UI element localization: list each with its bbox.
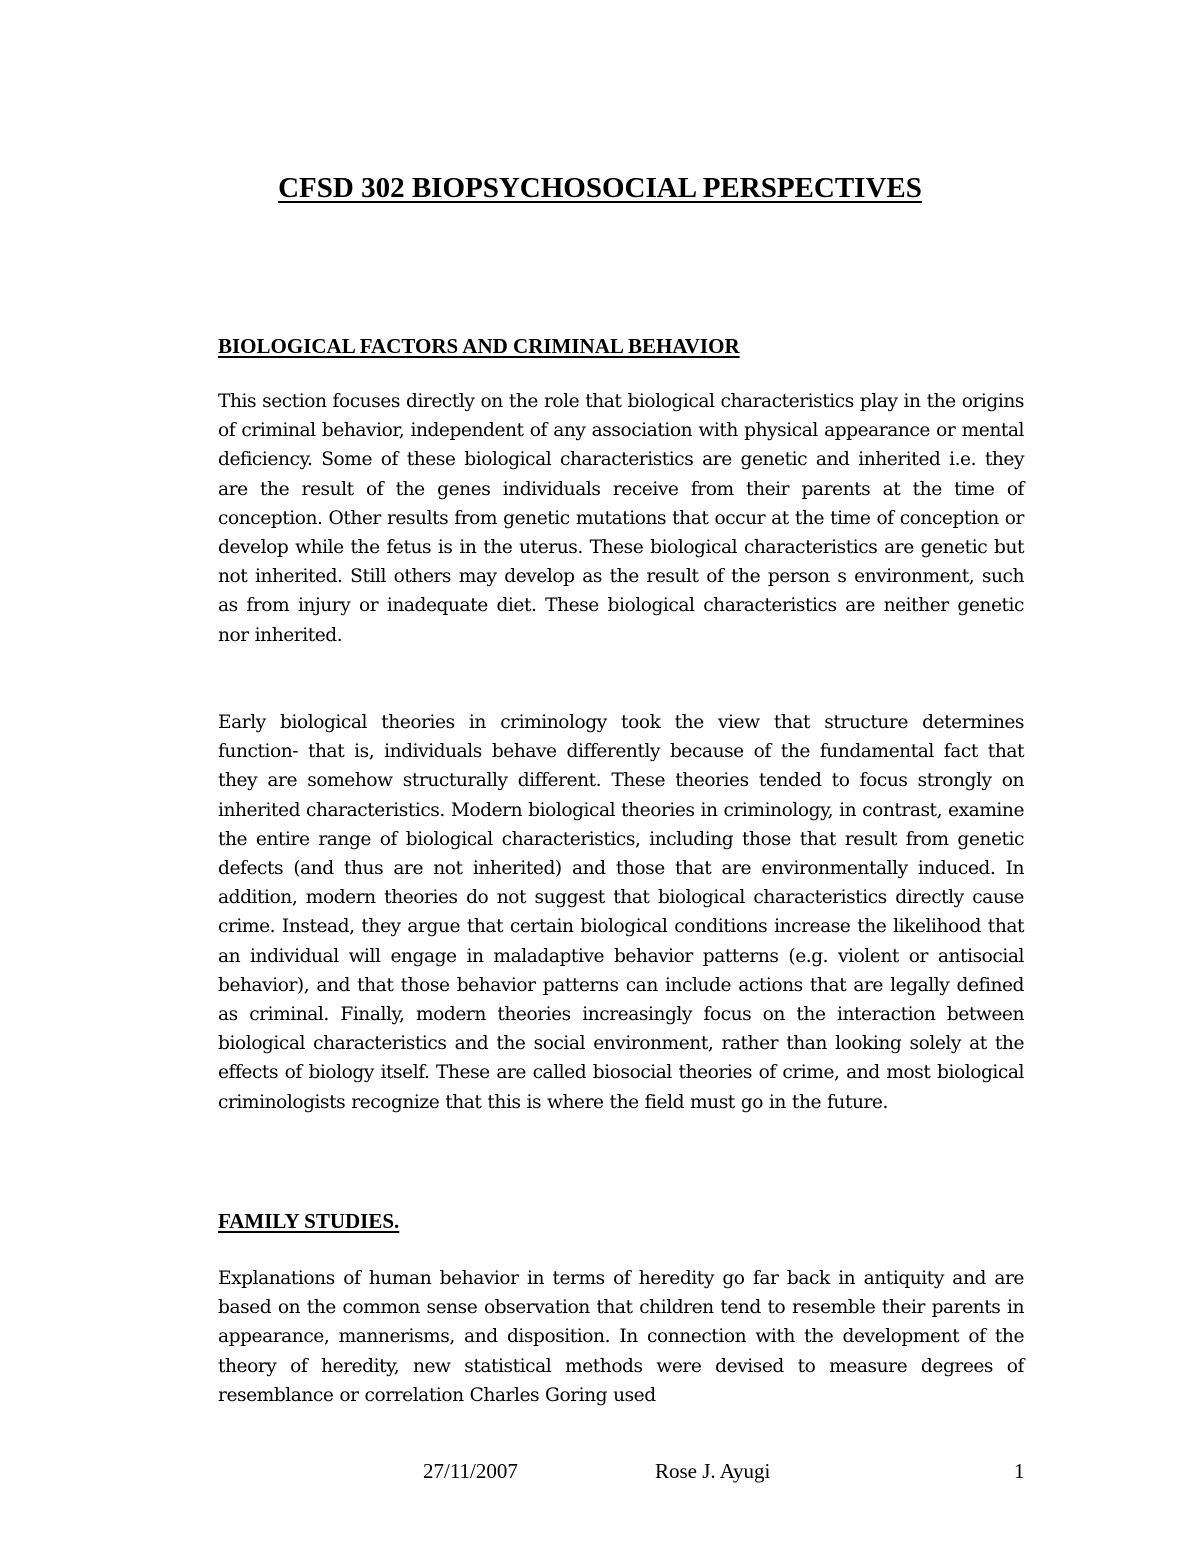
paragraph-early-theories: Early biological theories in criminology took the view that structure determines function- that is, individuals behave differently because of the fundamental fact that they are somehow structurally different. These theories tended to focus strongly on inherited characteristics. Modern biological theories in criminology, in contrast, examine the entire range of biological characteristics, including those that result from genetic defects (and thus are not inherited) and those that are environmentally induced. In addition, modern theories do not suggest that biological characteristics directly cause crime. Instead, they argue that certain biological conditions increase the likelihood that an individual will engage in maladaptive behavior patterns (e.g. violent or antisocial behavior), and that those behavior patterns can include actions that are legally defined as criminal. Finally, modern theories increasingly focus on the interaction between biological characteristics and the social environment, rather than looking solely at the effects of biology itself. These are called biosocial theories of crime, and most biological criminologists recognize that this is where the field must go in the future. — [218, 712, 1024, 1113]
footer-page-number: 1 — [1014, 1459, 1025, 1483]
page-footer — [0, 1456, 1200, 1486]
footer-date: 27/11/2007 — [423, 1459, 518, 1483]
section-heading-family-studies — [218, 1207, 399, 1235]
section-heading-biological-factors: BIOLOGICAL FACTORS AND CRIMINAL BEHAVIOR — [218, 334, 740, 358]
paragraph-family-studies: Explanations of human behavior in terms of heredity go far back in antiquity and are based on the common sense observation that children tend to resemble their parents in appearance, mannerisms, and disposition. In connection with the development of the theory of heredity, new statistical methods were devised to measure degrees of resemblance or correlation Charles Goring used — [218, 1268, 1024, 1406]
footer-author: Rose J. Ayugi — [655, 1459, 771, 1483]
section-heading-period: . — [394, 1209, 400, 1233]
section-heading-family-studies-text: FAMILY STUDIES — [218, 1209, 395, 1233]
page-title: CFSD 302 BIOPSYCHOSOCIAL PERSPECTIVES — [278, 172, 922, 204]
paragraph-biological-intro: This section focuses directly on the role that biological characteristics play in the origins of criminal behavior, independent of any association with physical appearance or mental deficiency. Some of these biological characteristics are genetic and inherited i.e. they are the result of the genes individuals receive from their parents at the time of conception. Other results from genetic mutations that occur at the time of conception or develop while the fetus is in the uterus. These biological characteristics are genetic but not inherited. Still others may develop as the result of the person s environment, such as from injury or inadequate diet. These biological characteristics are neither genetic nor inherited. — [218, 391, 1024, 646]
